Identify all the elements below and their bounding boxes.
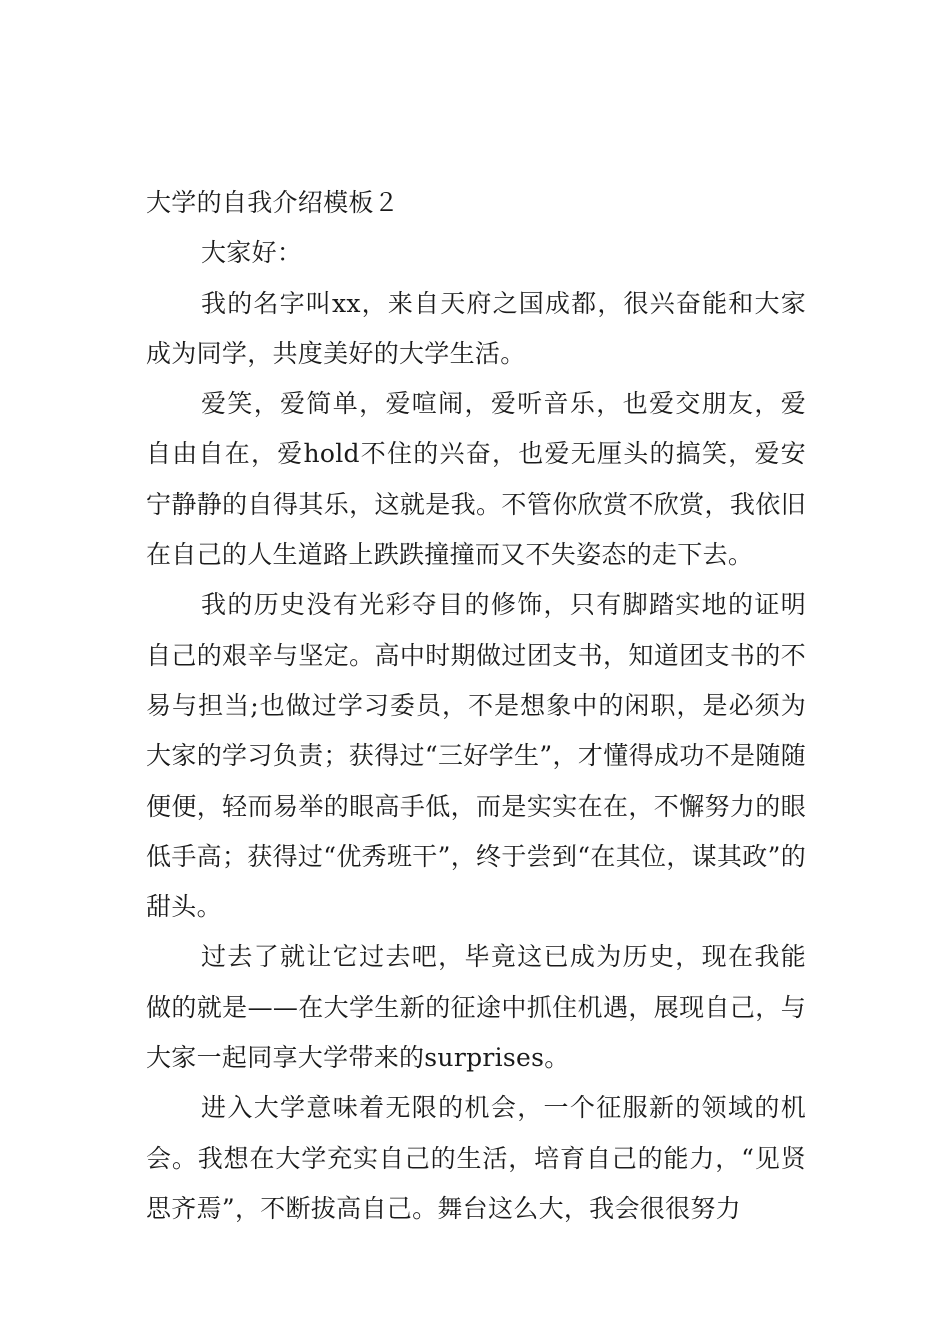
paragraph-intro: 我的名字叫xx，来自天府之国成都，很兴奋能和大家成为同学，共度美好的大学生活。	[146, 288, 806, 368]
document-body	[146, 178, 806, 1234]
document-title: 大学的自我介绍模板２	[146, 188, 400, 217]
greeting: 大家好：	[201, 238, 303, 268]
paragraph-opportunity: 进入大学意味着无限的机会，一个征服新的领域的机会。我想在大学充实自己的生活，培育自己的能力，“见贤思齐焉”，不断拔高自己。舞台这么大，我会很很努力	[146, 1093, 806, 1223]
paragraph-personality: 爱笑，爱简单，爱喧闹，爱听音乐，也爱交朋友，爱自由自在，爱hold不住的兴奋，也爱无厘头的搞笑，爱安宁静静的自得其乐，这就是我。不管你欣赏不欣赏，我依旧在自己的人生道路上跌跌撞撞而又不失姿态的走下去。	[146, 389, 806, 570]
paragraph-history: 我的历史没有光彩夺目的修饰，只有脚踏实地的证明自己的艰辛与坚定。高中时期做过团支书，知道团支书的不易与担当;也做过学习委员，不是想象中的闲职，是必须为大家的学习负责；获得过“三好学生”，才懂得成功不是随随便便，轻而易举的眼高手低，而是实实在在，不懈努力的眼低手高；获得过“优秀班干”，终于尝到“在其位，谋其政”的甜头。	[146, 590, 806, 922]
paragraph-future: 过去了就让它过去吧，毕竟这已成为历史，现在我能做的就是——在大学生新的征途中抓住机遇，展现自己，与大家一起同享大学带来的surprises。	[146, 942, 806, 1073]
